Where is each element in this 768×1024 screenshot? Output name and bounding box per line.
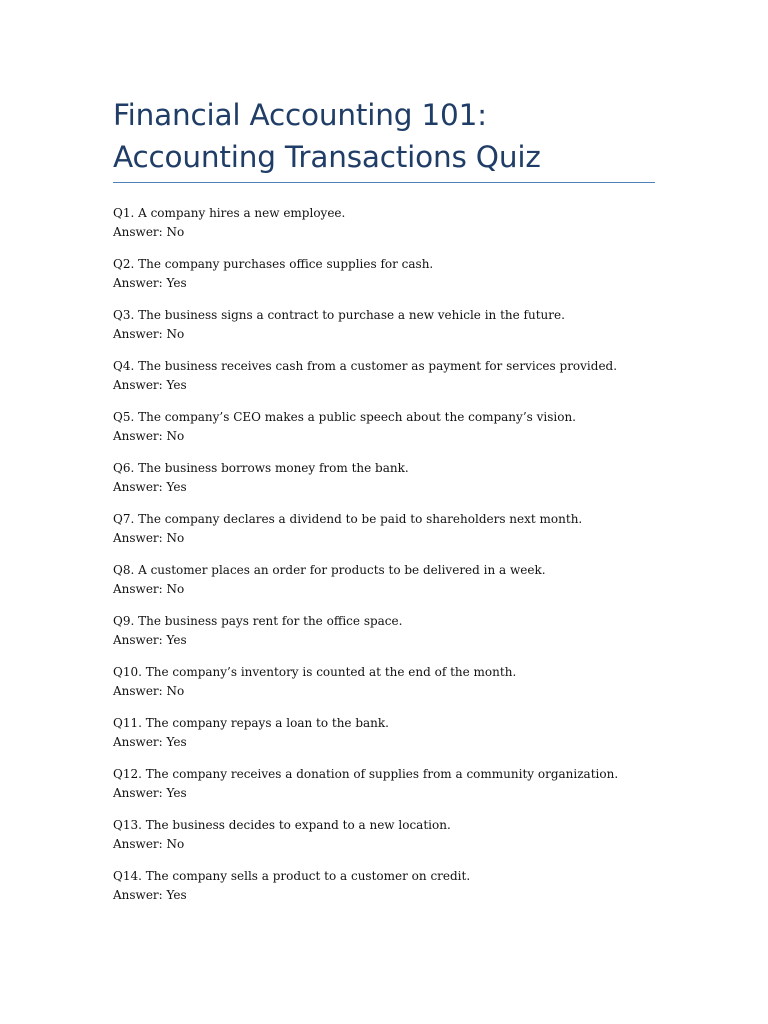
question-item-12: [113, 765, 655, 802]
question-item-2: [113, 255, 655, 292]
document-page: [113, 94, 655, 918]
question-text: Q7. The company declares a dividend to be paid to shareholders next month.: [113, 512, 583, 526]
question-text: Q9. The business pays rent for the office space.: [113, 614, 403, 628]
page-title: Financial Accounting 101: Accounting Transactions Quiz: [113, 98, 541, 174]
question-text: Q13. The business decides to expand to a new location.: [113, 818, 451, 832]
question-item-4: [113, 357, 655, 394]
answer-text: Answer: No: [113, 581, 185, 596]
question-text: Q4. The business receives cash from a customer as payment for services provided.: [113, 359, 618, 373]
answer-text: Answer: No: [113, 836, 185, 851]
question-text: Q5. The company’s CEO makes a public speech about the company’s vision.: [113, 410, 576, 424]
answer-text: Answer: Yes: [113, 785, 187, 800]
answer-text: Answer: No: [113, 683, 185, 698]
question-item-6: [113, 459, 655, 496]
answer-text: Answer: No: [113, 530, 185, 545]
question-text: Q11. The company repays a loan to the bank.: [113, 716, 389, 730]
question-text: Q6. The business borrows money from the bank.: [113, 461, 409, 475]
answer-text: Answer: No: [113, 428, 185, 443]
answer-text: Answer: Yes: [113, 479, 187, 494]
question-item-5: [113, 408, 655, 445]
question-text: Q3. The business signs a contract to purchase a new vehicle in the future.: [113, 308, 565, 322]
question-text: Q2. The company purchases office supplies for cash.: [113, 257, 434, 271]
question-item-3: [113, 306, 655, 343]
question-item-14: [113, 867, 655, 904]
answer-text: Answer: No: [113, 326, 185, 341]
question-item-8: [113, 561, 655, 598]
question-item-13: [113, 816, 655, 853]
question-text: Q12. The company receives a donation of supplies from a community organization.: [113, 767, 619, 781]
answer-text: Answer: Yes: [113, 887, 187, 902]
answer-text: Answer: Yes: [113, 734, 187, 749]
question-item-9: [113, 612, 655, 649]
question-list: [113, 204, 655, 904]
question-text: Q1. A company hires a new employee.: [113, 206, 346, 220]
question-item-11: [113, 714, 655, 751]
question-item-7: [113, 510, 655, 547]
answer-text: Answer: No: [113, 224, 185, 239]
question-text: Q10. The company’s inventory is counted at the end of the month.: [113, 665, 517, 679]
question-item-10: [113, 663, 655, 700]
question-item-1: [113, 204, 655, 241]
question-text: Q8. A customer places an order for products to be delivered in a week.: [113, 563, 546, 577]
title-divider: [113, 182, 655, 183]
answer-text: Answer: Yes: [113, 632, 187, 647]
question-text: Q14. The company sells a product to a customer on credit.: [113, 869, 471, 883]
answer-text: Answer: Yes: [113, 275, 187, 290]
answer-text: Answer: Yes: [113, 377, 187, 392]
